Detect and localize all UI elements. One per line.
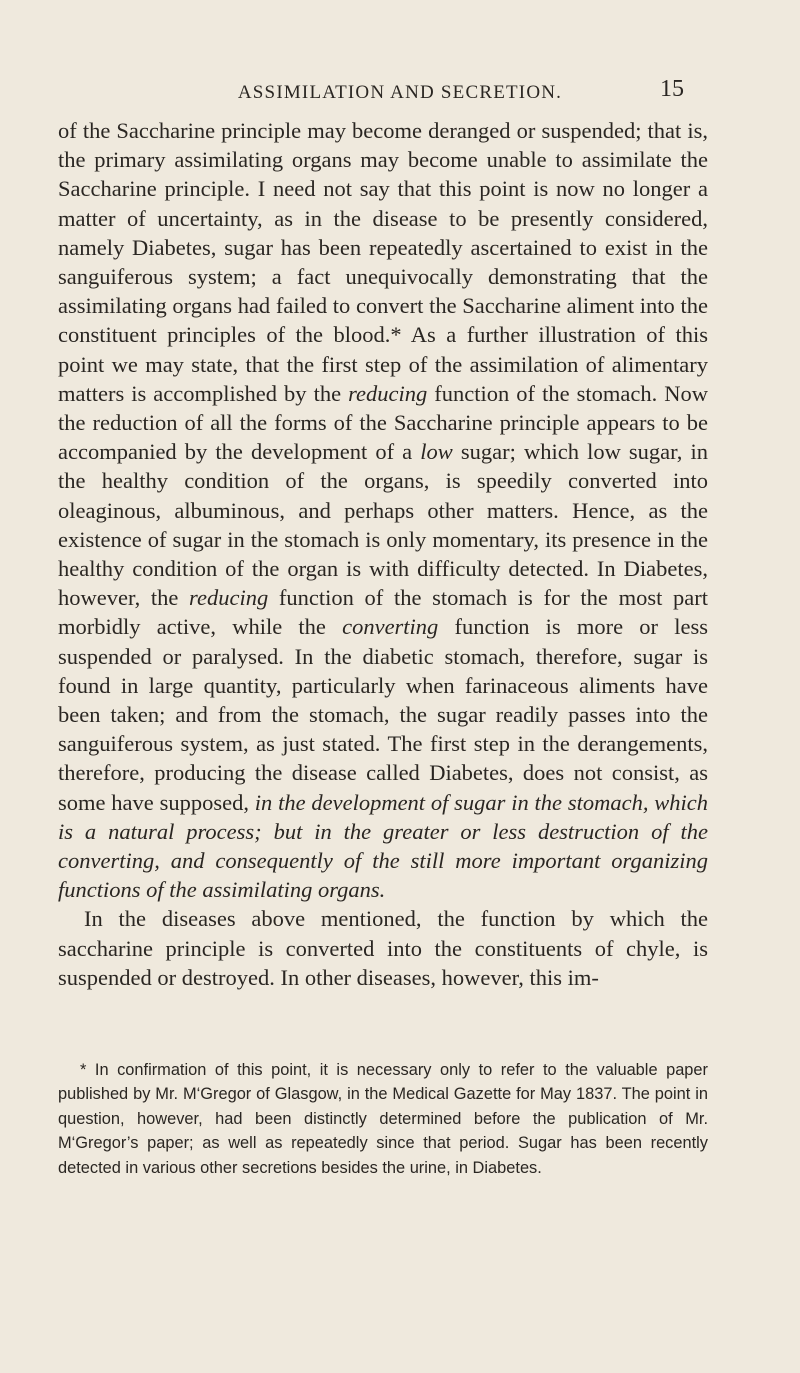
paragraph: In the diseases above mentioned, the function by which the saccharine principle is converted into the constituents of chyle, is suspended or destroyed. In other diseases, however, this im- (58, 906, 708, 990)
italic-run: in the development of sugar in the stomach, which is a natural process; but in the greater or less destruction of the converting, and consequently of the still more important organizing functions of the assimilating organs. (58, 789, 708, 903)
text-run: function of the stomach is for the most part morbidly active, while the (58, 585, 708, 640)
text-run: function is more or less suspended or paralysed. In the diabetic stomach, therefore, sugar is found in large quantity, particularly when farinaceous aliments have been taken; and from the stomach, the sugar readily passes into the sanguiferous system, as just stated. The first step in the derangements, therefore, producing the disease called Diabetes, does not consist, as some have supposed, (58, 614, 708, 815)
paragraph-continued (58, 116, 708, 904)
body-text (58, 116, 708, 992)
text-run: of the Saccharine principle may become deranged or suspended; that is, the primary assimilating organs may become unable to assimilate the Saccharine principle. I need not say that this point is now no longer a matter of uncertainty, as in the disease to be presently considered, namely Diabetes, sugar has been repeatedly ascertained to exist in the sanguiferous system; a fact unequivocally demonstrating that the assimilating organs had failed to convert the Saccharine aliment into the constituent principles of the blood.* As a further illustration of this point we may state, that the first step of the assimilation of alimentary matters is accomplished by the (58, 118, 708, 406)
footnote (58, 1058, 708, 1180)
italic-run: converting (342, 614, 439, 640)
italic-run: reducing (348, 380, 428, 406)
footnote-text: * In confirmation of this point, it is necessary only to refer to the valuable paper published by Mr. M‘Gregor of Glasgow, in the Medical Gazette for May 1837. The point in question, however, had been distinctly determined before the publication of Mr. M‘Gregor’s paper; as well as repeatedly since that period. Sugar has been recently detected in various other secretions besides the urine, in Diabetes. (58, 1061, 708, 1177)
italic-run: reducing (189, 585, 269, 611)
text-run: function of the stomach. Now the reduction of all the forms of the Saccharine principle appears to be accompanied by the development of a (58, 380, 708, 465)
italic-run: low (420, 439, 453, 465)
page-number: 15 (660, 76, 684, 102)
text-run: sugar; which low sugar, in the healthy condition of the organs, is speedily converted into oleaginous, albuminous, and perhaps other matters. Hence, as the existence of sugar in the stomach is only momentary, its presence in the healthy condition of the organ is with difficulty detected. In Diabetes, however, the (58, 439, 708, 611)
running-head: ASSIMILATION AND SECRETION. (237, 82, 563, 103)
